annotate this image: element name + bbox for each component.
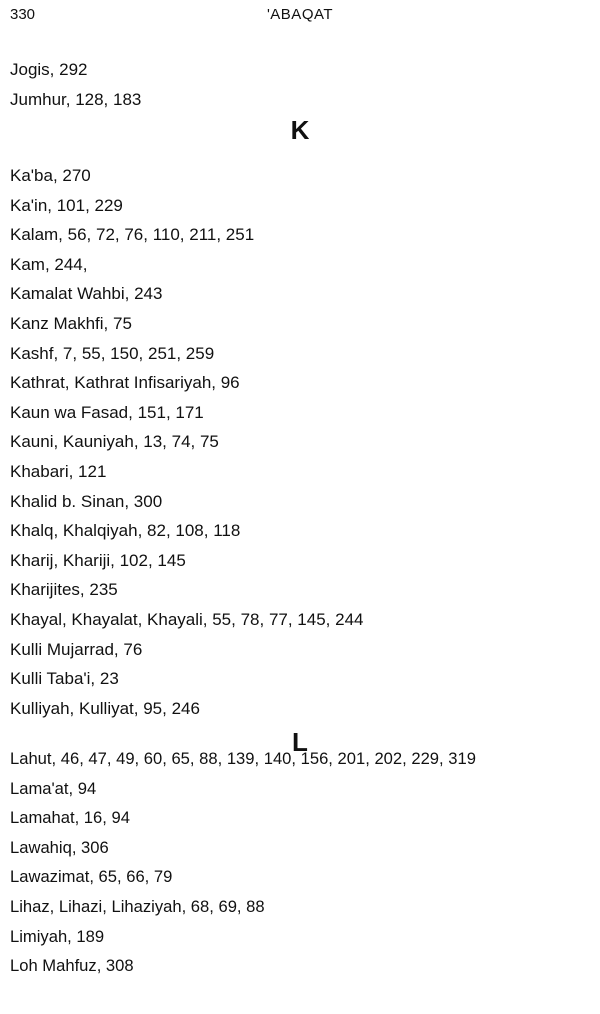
index-entry: Kalam, 56, 72, 76, 110, 211, 251 bbox=[10, 225, 255, 245]
index-entry: Lawahiq, 306 bbox=[10, 837, 109, 857]
index-entry: Kashf, 7, 55, 150, 251, 259 bbox=[10, 343, 215, 363]
index-entry: Khalq, Khalqiyah, 82, 108, 118 bbox=[10, 521, 241, 541]
index-entry: Ka'in, 101, 229 bbox=[10, 195, 123, 215]
index-entry: Kaun wa Fasad, 151, 171 bbox=[10, 402, 204, 422]
index-entry: Kharijites, 235 bbox=[10, 580, 118, 600]
index-entry: Lawazimat, 65, 66, 79 bbox=[10, 867, 173, 887]
index-entry: Kharij, Khariji, 102, 145 bbox=[10, 550, 186, 570]
index-group-l bbox=[10, 744, 595, 981]
index-entry: Lamahat, 16, 94 bbox=[10, 808, 130, 828]
index-entry: Khabari, 121 bbox=[10, 461, 107, 481]
index-entry: Kathrat, Kathrat Infisariyah, 96 bbox=[10, 373, 240, 393]
index-entry: Ka'ba, 270 bbox=[10, 166, 91, 185]
index-entry: Kam, 244, bbox=[10, 254, 88, 274]
index-entry: Jumhur, 128, 183 bbox=[10, 89, 142, 109]
page-number: 330 bbox=[10, 6, 36, 23]
index-entry: Kulli Mujarrad, 76 bbox=[10, 639, 143, 659]
index-group-j-continued bbox=[10, 55, 595, 114]
index-entry: Lama'at, 94 bbox=[10, 778, 97, 798]
index-entry: Lahut, 46, 47, 49, 60, 65, 88, 139, 140, 156, 201, 202, 229, 319 bbox=[10, 749, 476, 768]
index-entry: Loh Mahfuz, 308 bbox=[10, 956, 134, 976]
index-entry: Jogis, 292 bbox=[10, 60, 88, 79]
index-entry: Khalid b. Sinan, 300 bbox=[10, 491, 163, 511]
index-entry: Kauni, Kauniyah, 13, 74, 75 bbox=[10, 432, 219, 452]
index-entry: Kulliyah, Kulliyat, 95, 246 bbox=[10, 698, 200, 718]
running-head bbox=[10, 6, 590, 26]
index-entry: Kamalat Wahbi, 243 bbox=[10, 284, 163, 304]
section-heading-l: L bbox=[292, 727, 308, 757]
index-entry: Lihaz, Lihazi, Lihaziyah, 68, 69, 88 bbox=[10, 896, 265, 916]
index-entry: Kanz Makhfi, 75 bbox=[10, 313, 132, 333]
section-heading-k: K bbox=[290, 115, 310, 145]
index-group-k bbox=[10, 161, 595, 723]
index-entry: Limiyah, 189 bbox=[10, 926, 105, 946]
index-entry: Kulli Taba'i, 23 bbox=[10, 669, 119, 689]
running-title: 'ABAQAT bbox=[266, 6, 334, 23]
index-entry: Khayal, Khayalat, Khayali, 55, 78, 77, 145, 244 bbox=[10, 609, 364, 629]
